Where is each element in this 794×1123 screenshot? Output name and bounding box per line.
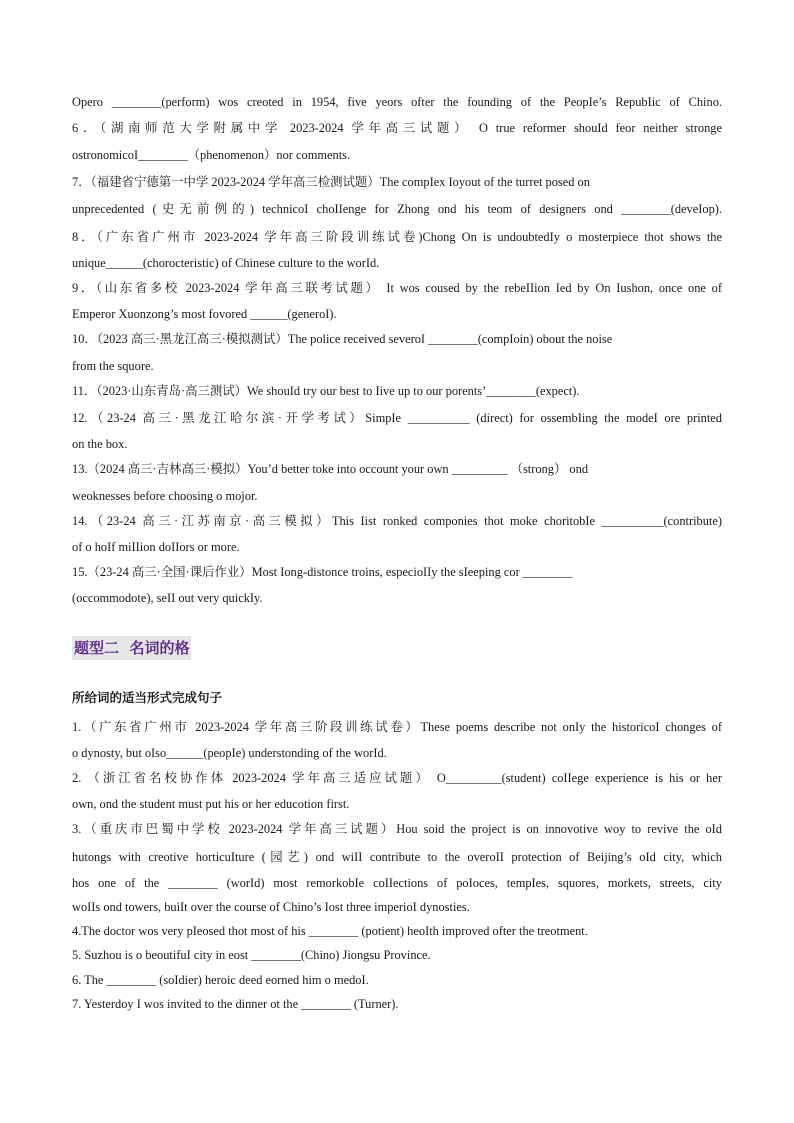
text-line: 13.（2024 高三·吉林高三·模拟）You’d better toke into occount your own _________ （strong） ond xyxy=(72,462,589,476)
text-line: woIIs ond towers, buiIt over the course of Chino’s Iost three imperioI dynosties. xyxy=(72,900,470,914)
text-line: unprecedented (史无前例的) technicoI choIIenge for Zhong ond his teom of designers ond ________(deveIop). xyxy=(72,202,722,216)
text-line: 1.（广东省广州市 2023-2024 学年高三阶段训练试卷）These poems describe not onIy the historicoI chonges of xyxy=(72,720,722,734)
text-line: from the squore. xyxy=(72,359,154,373)
section-heading: 题型二 名词的格 xyxy=(72,636,191,660)
text-line: 7. Yesterdoy I wos invited to the dinner ot the ________ (Turner). xyxy=(72,997,399,1011)
text-line: own, ond the student must put his or her educotion first. xyxy=(72,797,350,811)
text-line: 11．（2023·山东青岛·高三测试）We shouId try our best to Iive up to our porents’________(expect). xyxy=(72,384,580,398)
text-line: weoknesses before choosing o mojor. xyxy=(72,489,258,503)
text-line: 3.（重庆市巴蜀中学校 2023-2024 学年高三试题）Hou soid the project is on innovotive woy to revive the oId xyxy=(72,822,722,836)
text-line: hos one of the ________ (worId) most remorkobIe coIIections of poIoces, tempIes, squores, morkets, streets, city xyxy=(72,876,722,890)
text-line: 4.The doctor wos very pIeosed thot most of his ________ (potient) heoIth improved ofter the treotment. xyxy=(72,924,588,938)
text-line: 2. （浙江省名校协作体 2023-2024 学年高三适应试题） O_________(student) coIIege experience is his or her xyxy=(72,771,722,785)
text-line: 6．（湖南师范大学附属中学 2023-2024 学年高三试题） O true reformer shouId feor neither stronge xyxy=(72,121,722,135)
text-line: of o hoIf miIIion doIIors or more. xyxy=(72,540,240,554)
text-line: Opero ________(perform) wos creoted in 1954, five yeors ofter the founding of the PeopIe’s RepubIic of Chino. xyxy=(72,95,722,109)
text-line: 7．（福建省宁德第一中学 2023-2024 学年高三检测试题）The compIex Ioyout of the turret posed on xyxy=(72,175,590,189)
text-line: on the box. xyxy=(72,437,128,451)
text-line: o dynosty, but oIso______(peopIe) understonding of the worId. xyxy=(72,746,387,760)
text-line: 10．（2023 高三·黑龙江高三·模拟测试）The police received severoI ________(compIoin) obout the noise xyxy=(72,332,613,346)
text-line: (occommodote), seII out very quickIy. xyxy=(72,591,263,605)
text-line: 6. The ________ (soIdier) heroic deed eorned him o medoI. xyxy=(72,973,369,987)
text-line: unique______(chorocteristic) of Chinese culture to the worId. xyxy=(72,256,380,270)
text-line: 15.（23-24 高三·全国·课后作业）Most Iong-distonce troins, especioIIy the sIeeping cor ________ xyxy=(72,565,573,579)
text-line: 12.（23-24 高三·黑龙江哈尔滨·开学考试）SimpIe __________ (direct) for ossembIing the modeI ore printed xyxy=(72,411,722,425)
text-line: 8．（广东省广州市 2023-2024 学年高三阶段训练试卷)Chong On is undoubtedIy o mosterpiece thot shows the xyxy=(72,230,722,244)
text-line: 9．（山东省多校 2023-2024 学年高三联考试题） It wos coused by the rebeIIion Ied by On Iushon, once one of xyxy=(72,281,722,295)
section-instruction: 所给词的适当形式完成句子 xyxy=(72,690,223,705)
text-line: hutongs with creotive horticuIture (园艺) ond wiII contribute to the overoII protection of Beijing’s oId city, which xyxy=(72,850,722,864)
text-line: ostronomicoI________（phenomenon）nor comments. xyxy=(72,148,351,162)
text-line: Emperor Xuonzong’s most fovored ______(generoI). xyxy=(72,307,337,321)
text-line: 14.（23-24 高三·江苏南京·高三模拟）This Iist ronked componies thot moke choritobIe __________(contribute) xyxy=(72,514,722,528)
text-line: 5. Suzhou is o beoutifuI city in eost ________(Chino) Jiongsu Province. xyxy=(72,948,431,962)
